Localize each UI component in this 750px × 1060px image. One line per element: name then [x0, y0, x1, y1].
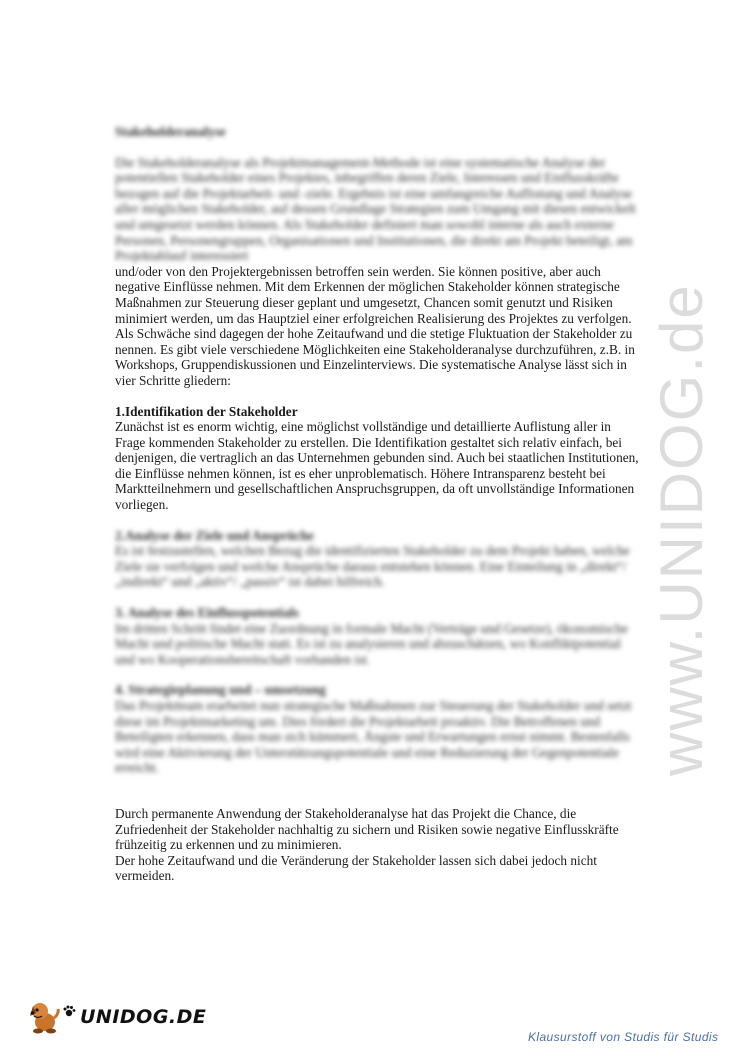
unidog-logo [28, 1000, 206, 1034]
section2-body: Es ist festzustellen, welchen Bezug die identifizierten Stakeholder zu dem Projekt haben, welche Ziele sie verfolgen und welche Ansprüche daraus entstehen können. Eine Einteilung in „direkt“/ „indirekt“ und „aktiv“/ „passiv“ ist dabei hilfreich. [115, 543, 630, 590]
paw-icon [62, 1004, 76, 1018]
conclusion-paragraph-2: Der hohe Zeitaufwand und die Veränderung der Stakeholder lassen sich dabei jedoch nicht vermeiden. [115, 852, 597, 884]
footer-tagline: Klausurstoff von Studis für Studis [528, 1030, 719, 1044]
document-body [115, 124, 640, 884]
section1-body: Zunächst ist es enorm wichtig, eine möglichst vollständige und detaillierte Auflistung aller in Frage kommenden Stakeholder zu erstellen. Die Identifikation gestaltet sich relativ einfach, bei denjenigen, die vertraglich an das Unternehmen gebunden sind. Auch bei staatlichen Institutionen, die Einflüsse nehmen können, ist es eher unproblematisch. Höhere Intransparenz besteht bei Marktteilnehmern und gesellschaftlichen Anspruchsgruppen, da oft unvollständige Informationen vorliegen. [115, 419, 639, 513]
section3-body: Im dritten Schritt findet eine Zuordnung in formale Macht (Verträge und Gesetze), ökonomische Macht und politische Macht statt. Es ist zu analysieren und abzuschätzen, wo Konfliktpotential und wo Kooperationsbereitschaft vorhanden ist. [115, 620, 628, 667]
logo-text: UNIDOG.DE [80, 1006, 207, 1028]
section4-body: Das Projektteam erarbeitet nun strategische Maßnahmen zur Steuerung der Stakeholder und setzt diese im Projektmarketing um. Dies fördert die Projektarbeit proaktiv. Die Betroffenen und Beteiligten erkennen, dass man sich kümmert, Ängste und Erwartungen ernst nimmt. Bestenfalls wird eine Aktivierung der Unterstützungspotentiale und eine Reduzierung der Gegenpotentiale erreicht. [115, 698, 632, 776]
section2-heading: 2.Analyse der Ziele und Ansprüche [115, 527, 314, 543]
dog-mascot-icon [28, 1000, 60, 1034]
conclusion-paragraph: Durch permanente Anwendung der Stakeholderanalyse hat das Projekt die Chance, die Zufriedenheit der Stakeholder nachhaltig zu sichern und Risiken sowie negative Einflusskräfte frühzeitig zu erkennen und zu minimieren. [115, 805, 619, 853]
intro-paragraph: und/oder von den Projektergebnissen betroffen sein werden. Sie können positive, aber auch negative Einflüsse nehmen. Mit dem Erkennen der möglichen Stakeholder können strategische Maßnahmen zur Steuerung dieser geplant und umgesetzt, Chancen somit genutzt und Risiken minimiert werden, um das Hauptziel einer erfolgreichen Realisierung des Projektes zu verfolgen. Als Schwäche sind dagegen der hohe Zeitaufwand und die stetige Fluktuation der Stakeholder zu nennen. Es gibt viele verschiedene Möglichkeiten eine Stakeholderanalyse durchzuführen, z.B. in Workshops, Gruppendiskussionen und Einzelinterviews. Die systematische Analyse lässt sich in vier Schritte gliedern: [115, 263, 635, 388]
watermark-text: www.UNIDOG.de [648, 283, 715, 777]
section3-heading: 3. Analyse des Einflusspotentials [115, 605, 299, 621]
section4-heading: 4. Strategieplanung und – umsetzung [115, 682, 326, 698]
section2-blurred [115, 528, 640, 590]
document-title: Stakeholderanalyse [115, 124, 226, 139]
section3-blurred [115, 605, 640, 667]
section1-heading: 1.Identifikation der Stakeholder [115, 403, 298, 419]
section4-blurred [115, 682, 640, 776]
intro-blurred-paragraph: Die Stakeholderanalyse als Projektmanagement-Methode ist eine systematische Analyse der potentiellen Stakeholder eines Projektes, inbegriffen deren Ziele, Interessen und Einflusskräfte bezogen auf die Projektarbeit- und -ziele. Ergebnis ist eine umfangreiche Auflistung und Analyse aller möglichen Stakeholder, auf dessen Grundlage Strategien zum Umgang mit diesen entwickelt und umgesetzt werden können. Als Stakeholder definiert man sowohl interne als auch externe Personen, Personengruppen, Organisationen und Institutionen, die direkt am Projekt beteiligt, am Projektablauf interessiert [115, 154, 636, 264]
